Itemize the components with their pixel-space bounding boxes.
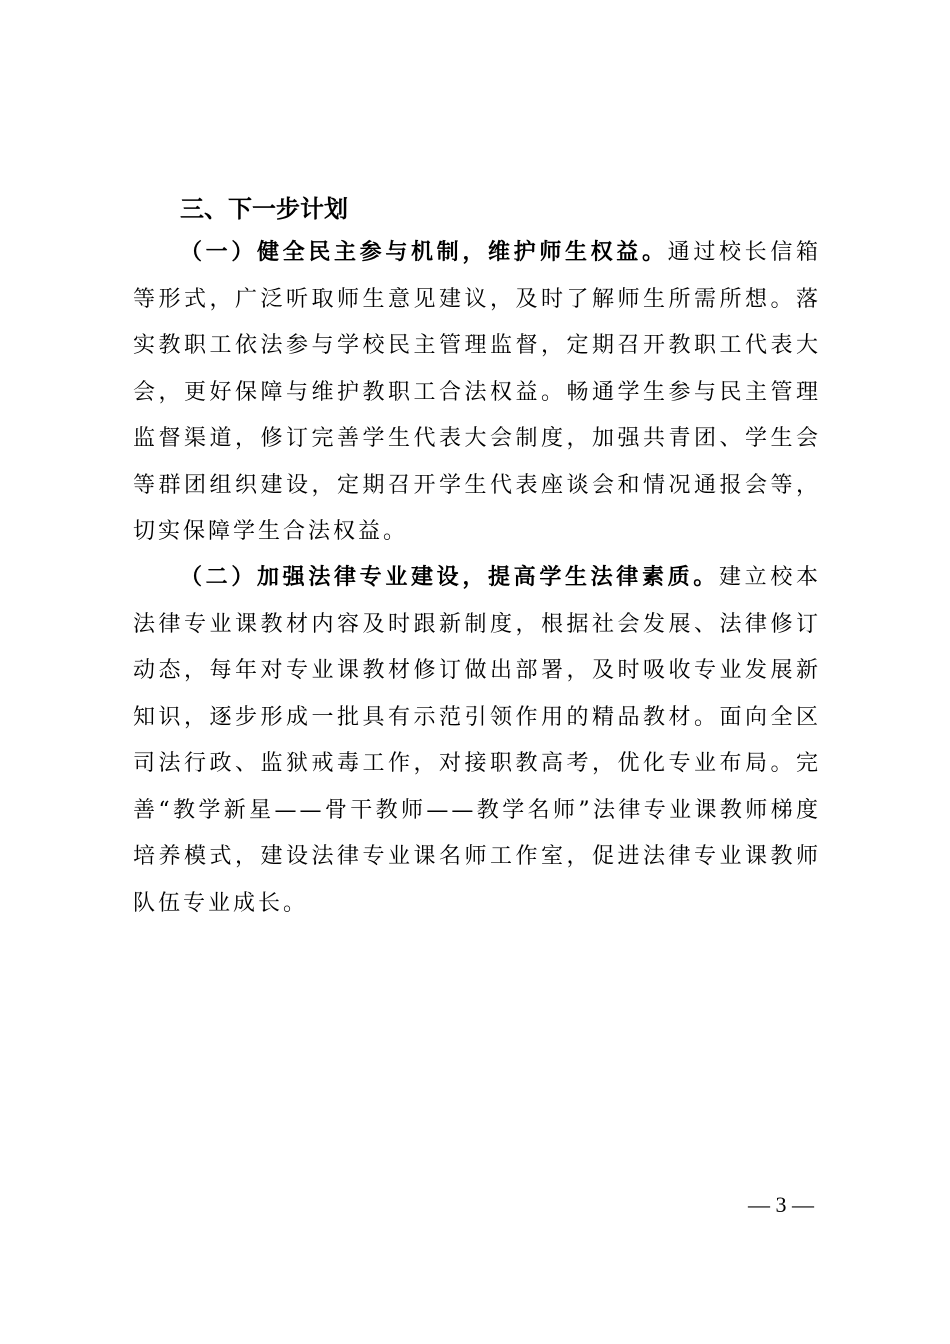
paragraph-body: 建立校本法律专业课教材内容及时跟新制度，根据社会发展、法律修订动态，每年对专业课教材修订做出部署，及时吸收专业发展新知识，逐步形成一批具有示范引领作用的精品教材。面向全区司法行政、监狱戒毒工作，对接职教高考，优化专业布局。完善“教学新星——骨干教师——教学名师”法律专业课教师梯度培养模式，建设法律专业课名师工作室，促进法律专业课教师队伍专业成长。 (133, 565, 821, 916)
section-heading: 三、下一步计划 (180, 195, 348, 223)
paragraph-democratic-participation (133, 230, 821, 556)
paragraph-body: 通过校长信箱等形式，广泛听取师生意见建议，及时了解师生所需所想。落实教职工依法参与学校民主管理监督，定期召开教职工代表大会，更好保障与维护教职工合法权益。畅通学生参与民主管理监督渠道，修订完善学生代表大会制度，加强共青团、学生会等群团组织建设，定期召开学生代表座谈会和情况通报会等，切实保障学生合法权益。 (133, 240, 821, 544)
paragraph-legal-program (133, 555, 821, 927)
paragraph-lead: （二）加强法律专业建设，提高学生法律素质。 (180, 565, 719, 590)
page-number: — 3 — (748, 1192, 814, 1217)
paragraph-lead: （一）健全民主参与机制，维护师生权益。 (180, 240, 668, 265)
